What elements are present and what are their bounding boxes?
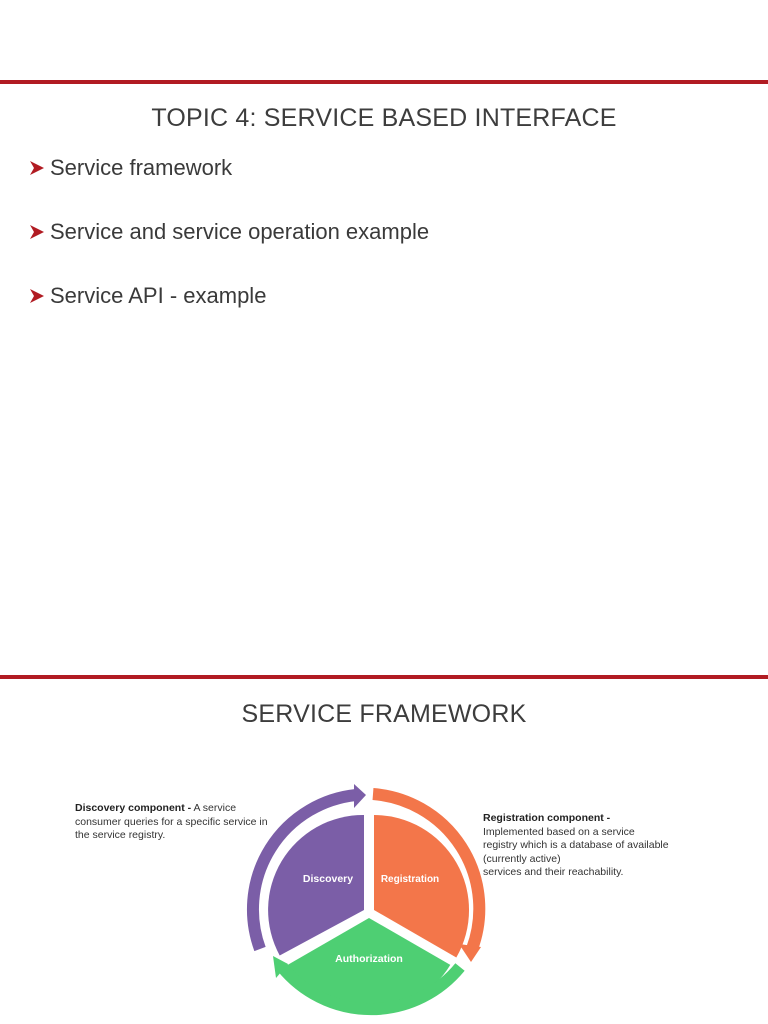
registration-note-line: registry which is a database of available — [483, 839, 669, 851]
discovery-note-line: A service — [191, 802, 237, 814]
arrow-bullet-icon — [28, 287, 46, 305]
discovery-note-line: the service registry. — [75, 829, 166, 841]
registration-note-line: Implemented based on a service — [483, 825, 635, 838]
slide-title: TOPIC 4: SERVICE BASED INTERFACE — [151, 104, 617, 132]
registration-arrowhead-icon — [459, 944, 481, 962]
bullet-text: Service framework — [50, 155, 233, 180]
discovery-label: Discovery — [302, 873, 354, 885]
discovery-note-line: consumer queries for a specific service in — [75, 815, 268, 828]
bullet-text: Service API - example — [50, 283, 267, 308]
bullet-text: Service and service operation example — [50, 219, 430, 244]
registration-note-heading: Registration component - — [483, 812, 611, 824]
title-rule — [0, 675, 768, 679]
slide-service-framework — [0, 640, 768, 1024]
registration-note — [483, 812, 698, 880]
authorization-label: Authorization — [335, 953, 403, 965]
bullet-item — [28, 278, 429, 314]
arrow-bullet-icon — [28, 159, 46, 177]
arrow-bullet-icon — [28, 223, 46, 241]
registration-note-line: services and their reachability. — [483, 866, 624, 878]
service-cycle-diagram — [240, 784, 500, 1024]
registration-note-line: (currently active) — [483, 852, 561, 865]
bullet-item — [28, 150, 429, 186]
bullet-item — [28, 214, 429, 250]
discovery-arrowhead-icon — [354, 784, 366, 808]
title-rule — [0, 80, 768, 84]
discovery-note-heading: Discovery component - — [75, 802, 192, 814]
slide-title: SERVICE FRAMEWORK — [241, 700, 527, 728]
registration-label: Registration — [380, 874, 440, 885]
bullet-list — [28, 150, 429, 342]
